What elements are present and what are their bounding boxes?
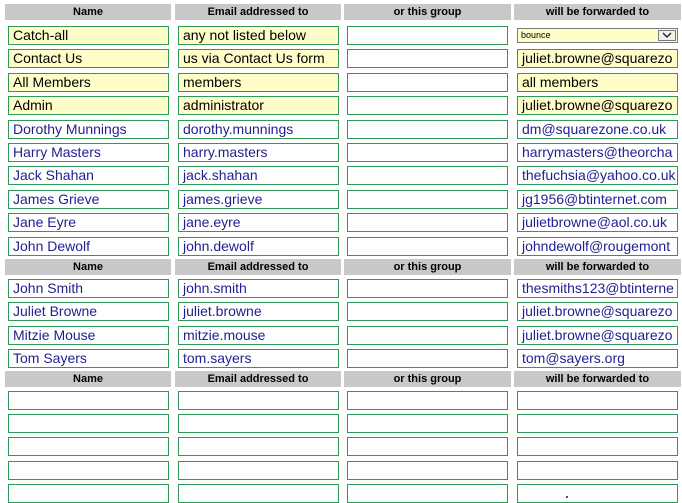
group-field[interactable]: [347, 73, 508, 92]
name-field[interactable]: Dorothy Munnings: [8, 120, 169, 139]
group-field[interactable]: [347, 484, 508, 503]
group-field[interactable]: [347, 279, 508, 298]
name-field[interactable]: [8, 391, 169, 410]
email-field[interactable]: jane.eyre: [178, 213, 339, 232]
email-field[interactable]: juliet.browne: [178, 302, 339, 321]
group-field[interactable]: [347, 237, 508, 256]
group-field[interactable]: [347, 461, 508, 480]
name-field[interactable]: Mitzie Mouse: [8, 326, 169, 345]
forward-field[interactable]: jg1956@btinternet.com: [517, 190, 678, 209]
catchall-action-select[interactable]: [517, 28, 678, 43]
group-field[interactable]: [347, 326, 508, 345]
group-field[interactable]: [347, 302, 508, 321]
forward-field[interactable]: thesmiths123@btinterne: [517, 279, 678, 298]
forward-field[interactable]: [517, 391, 678, 410]
header-group: or this group: [344, 259, 511, 275]
header-group: or this group: [344, 371, 511, 387]
name-field[interactable]: Tom Sayers: [8, 349, 169, 368]
name-field[interactable]: [8, 484, 169, 503]
email-field[interactable]: [178, 414, 339, 433]
catchall-action-value: bounce: [521, 30, 551, 40]
header-name: Name: [5, 259, 171, 275]
email-field[interactable]: us via Contact Us form: [178, 49, 339, 68]
name-field[interactable]: Jack Shahan: [8, 166, 169, 185]
forward-field[interactable]: juliet.browne@squarezo: [517, 49, 678, 68]
email-field[interactable]: [178, 391, 339, 410]
header-forward: will be forwarded to: [514, 371, 681, 387]
name-field[interactable]: Admin: [8, 96, 169, 115]
forward-field[interactable]: harrymasters@theorcha: [517, 143, 678, 162]
name-field[interactable]: Juliet Browne: [8, 302, 169, 321]
name-field[interactable]: [8, 461, 169, 480]
forward-field[interactable]: johndewolf@rougemont: [517, 237, 678, 256]
email-field[interactable]: [178, 437, 339, 456]
email-field[interactable]: mitzie.mouse: [178, 326, 339, 345]
name-field[interactable]: John Smith: [8, 279, 169, 298]
email-field[interactable]: administrator: [178, 96, 339, 115]
email-field[interactable]: tom.sayers: [178, 349, 339, 368]
name-field[interactable]: Jane Eyre: [8, 213, 169, 232]
group-field[interactable]: [347, 437, 508, 456]
email-field[interactable]: john.dewolf: [178, 237, 339, 256]
name-field[interactable]: Harry Masters: [8, 143, 169, 162]
forward-field[interactable]: [517, 437, 678, 456]
header-forward: will be forwarded to: [514, 4, 681, 20]
header-email: Email addressed to: [175, 259, 341, 275]
forward-field[interactable]: dm@squarezone.co.uk: [517, 120, 678, 139]
group-field[interactable]: [347, 26, 508, 45]
forward-field[interactable]: [517, 484, 678, 503]
forward-field[interactable]: thefuchsia@yahoo.co.uk: [517, 166, 678, 185]
cursor-mark: [566, 496, 568, 498]
email-field[interactable]: [178, 461, 339, 480]
group-field[interactable]: [347, 349, 508, 368]
header-email: Email addressed to: [175, 4, 341, 20]
group-field[interactable]: [347, 120, 508, 139]
header-group: or this group: [344, 4, 511, 20]
email-field[interactable]: dorothy.munnings: [178, 120, 339, 139]
email-field[interactable]: john.smith: [178, 279, 339, 298]
header-name: Name: [5, 371, 171, 387]
header-email: Email addressed to: [175, 371, 341, 387]
group-field[interactable]: [347, 166, 508, 185]
forward-field[interactable]: juliet.browne@squarezo: [517, 96, 678, 115]
group-field[interactable]: [347, 213, 508, 232]
group-field[interactable]: [347, 143, 508, 162]
group-field[interactable]: [347, 96, 508, 115]
email-field[interactable]: any not listed below: [178, 26, 339, 45]
email-field[interactable]: [178, 484, 339, 503]
name-field[interactable]: Catch-all: [8, 26, 169, 45]
forward-field[interactable]: [517, 461, 678, 480]
forward-field[interactable]: tom@sayers.org: [517, 349, 678, 368]
chevron-down-icon[interactable]: [658, 30, 676, 41]
name-field[interactable]: [8, 414, 169, 433]
group-field[interactable]: [347, 391, 508, 410]
group-field[interactable]: [347, 190, 508, 209]
forward-field[interactable]: juliet.browne@squarezo: [517, 326, 678, 345]
email-field[interactable]: james.grieve: [178, 190, 339, 209]
forward-field[interactable]: juliet.browne@squarezo: [517, 302, 678, 321]
group-field[interactable]: [347, 49, 508, 68]
name-field[interactable]: [8, 437, 169, 456]
header-name: Name: [5, 4, 171, 20]
email-field[interactable]: members: [178, 73, 339, 92]
forward-field[interactable]: [517, 414, 678, 433]
name-field[interactable]: Contact Us: [8, 49, 169, 68]
header-forward: will be forwarded to: [514, 259, 681, 275]
email-field[interactable]: harry.masters: [178, 143, 339, 162]
name-field[interactable]: John Dewolf: [8, 237, 169, 256]
group-field[interactable]: [347, 414, 508, 433]
name-field[interactable]: James Grieve: [8, 190, 169, 209]
name-field[interactable]: All Members: [8, 73, 169, 92]
email-field[interactable]: jack.shahan: [178, 166, 339, 185]
forward-field[interactable]: julietbrowne@aol.co.uk: [517, 213, 678, 232]
forward-field[interactable]: all members: [517, 73, 678, 92]
